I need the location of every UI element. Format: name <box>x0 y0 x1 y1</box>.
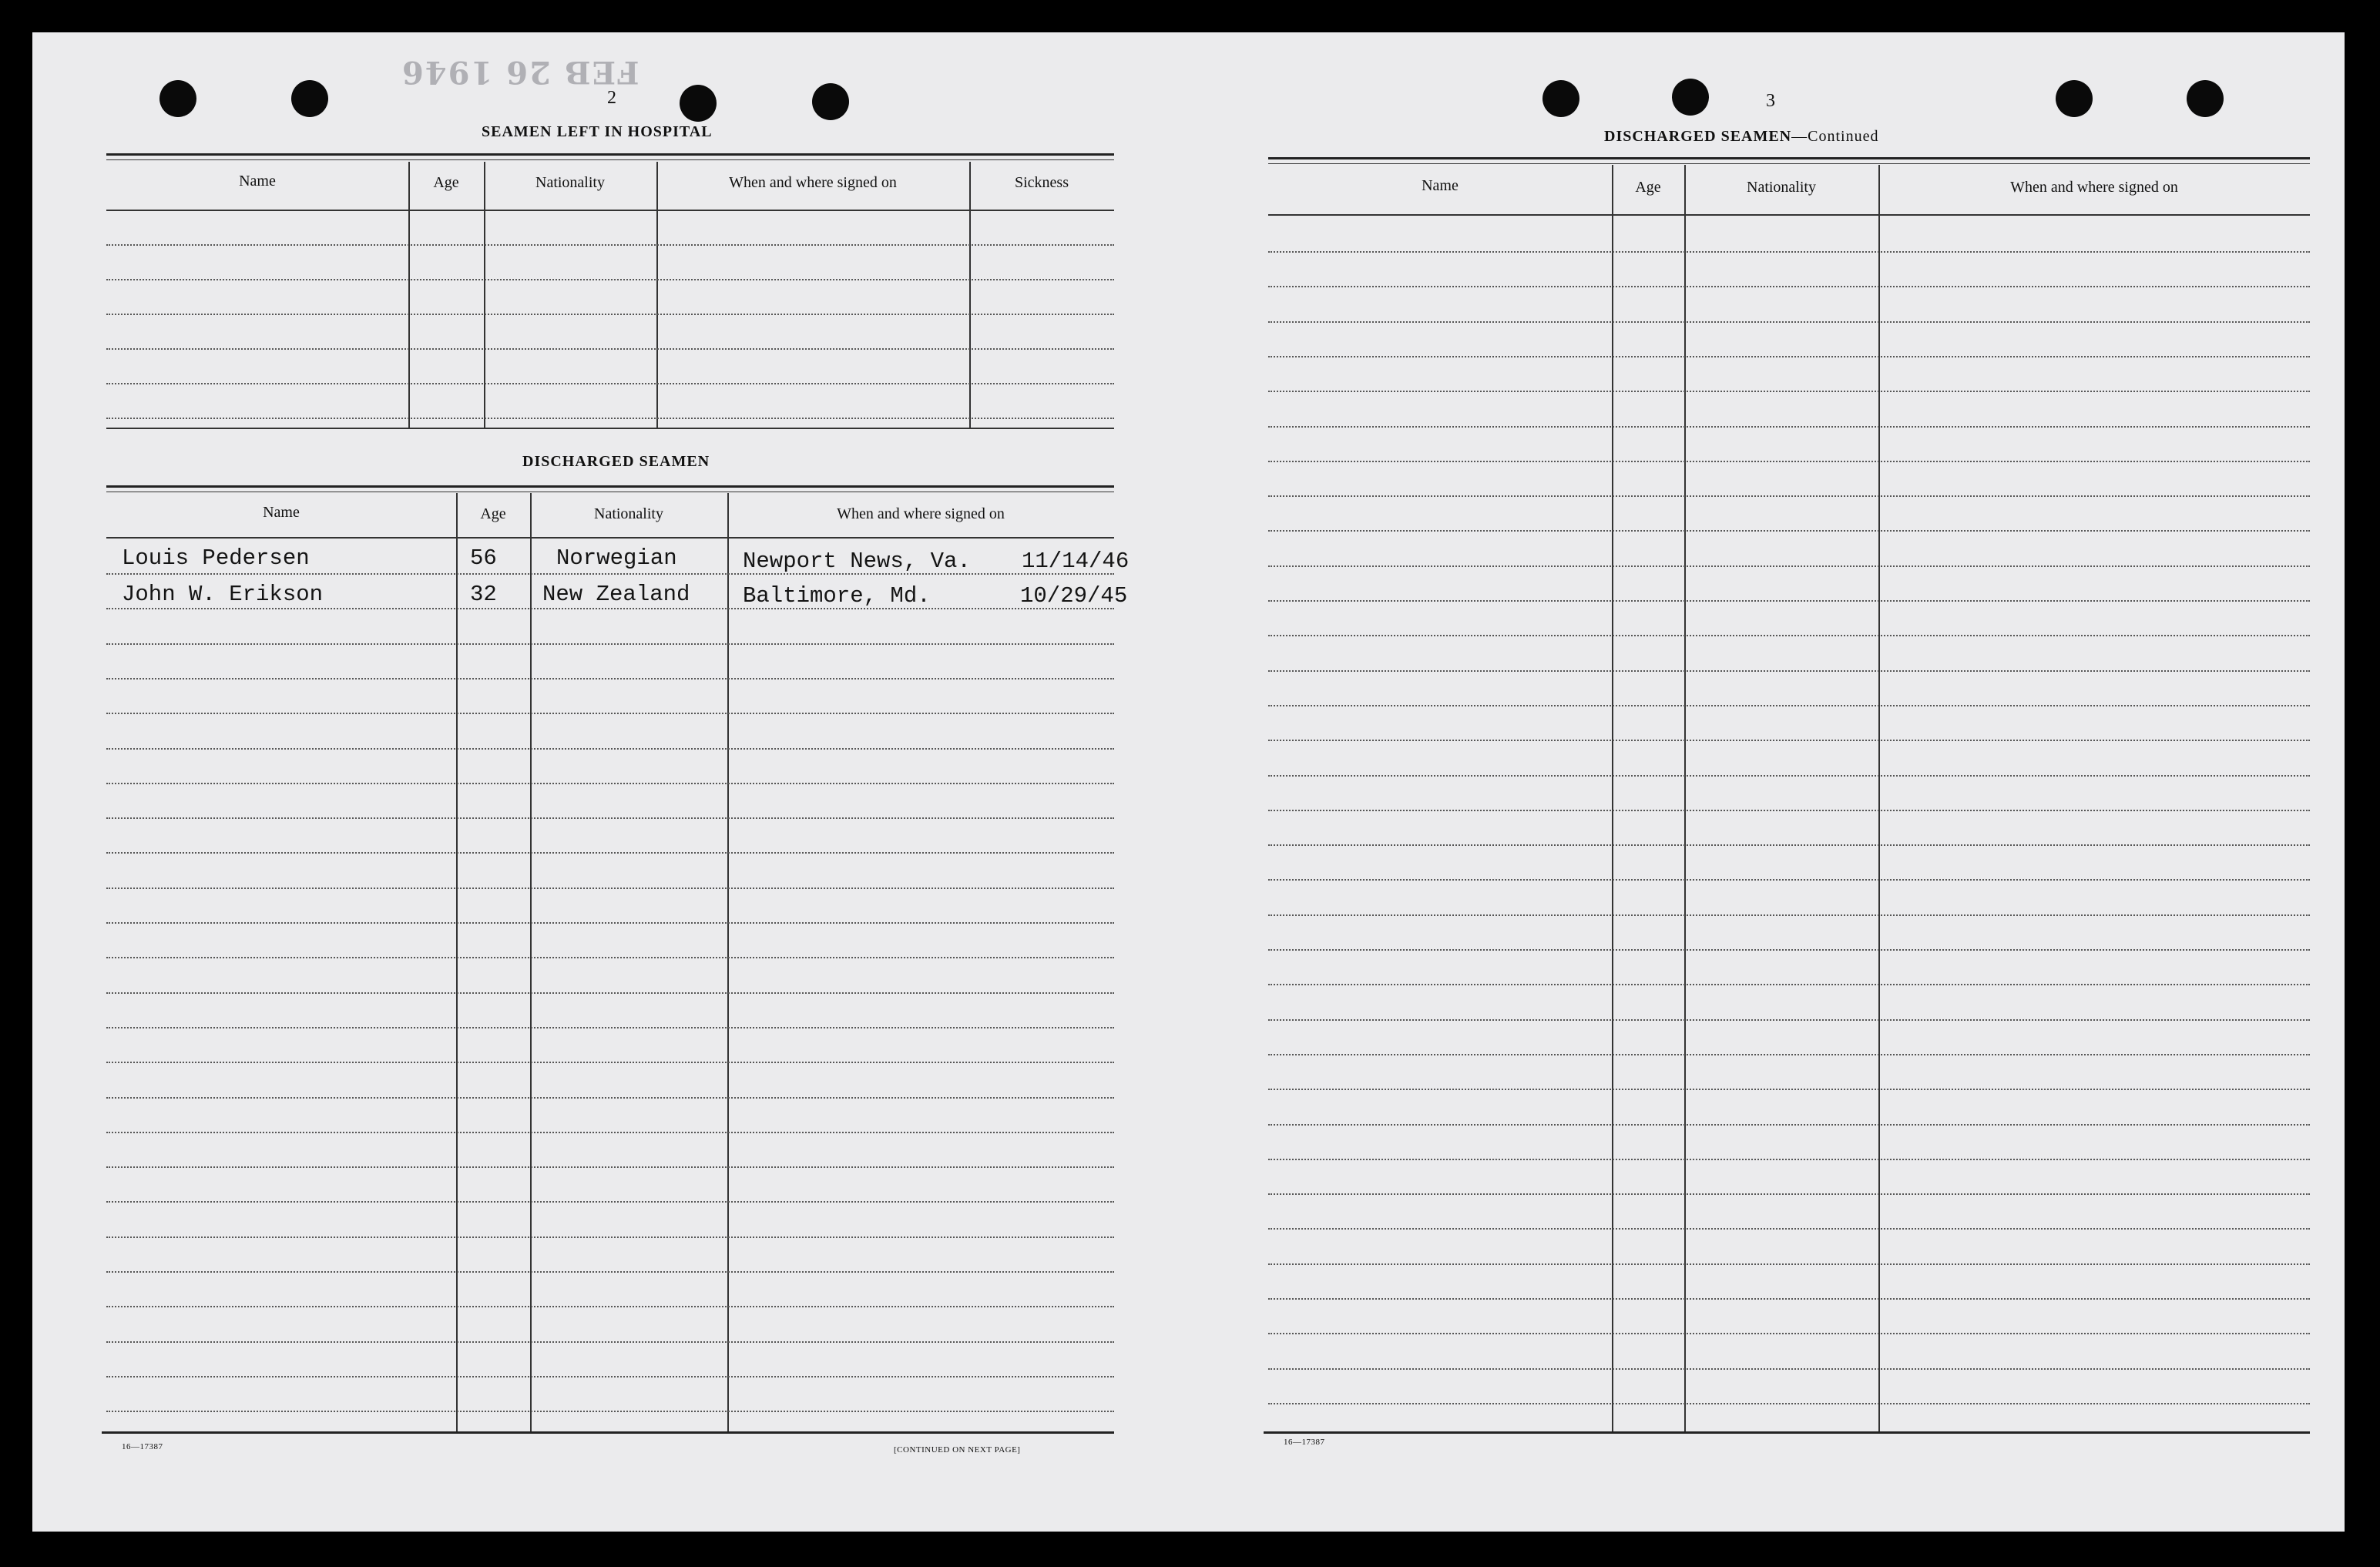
seaman-age: 56 <box>470 545 497 571</box>
row-rule <box>1268 949 2310 951</box>
discharged-header-nationality: Nationality <box>594 505 663 522</box>
row-rule <box>106 678 1114 679</box>
date-stamp: FEB 26 1946 <box>401 54 639 90</box>
row-rule <box>1268 1193 2310 1195</box>
row-rule <box>1268 461 2310 462</box>
row-rule <box>1268 670 2310 672</box>
discharged-header-age: Age <box>480 505 506 522</box>
row-rule <box>106 1306 1114 1307</box>
hospital-header-sickness: Sickness <box>1015 174 1069 191</box>
row-rule <box>1268 1089 2310 1090</box>
row-rule <box>1268 356 2310 357</box>
row-rule <box>1268 286 2310 287</box>
form-number: 16—17387 <box>1284 1438 1325 1447</box>
row-rule <box>1268 530 2310 532</box>
row-rule <box>1268 1228 2310 1230</box>
row-rule <box>106 1376 1114 1377</box>
discharged-header-name: Name <box>263 504 300 521</box>
row-rule <box>1268 495 2310 497</box>
seaman-nationality: Norwegian <box>556 545 677 571</box>
page-number: 3 <box>1766 91 1775 111</box>
seaman-name: John W. Erikson <box>122 582 324 607</box>
punch-hole <box>812 83 849 120</box>
row-rule <box>1268 1368 2310 1370</box>
right-header-nationality: Nationality <box>1747 179 1816 196</box>
row-rule <box>1268 1298 2310 1300</box>
right-header-age: Age <box>1635 179 1661 196</box>
seaman-name: Louis Pedersen <box>122 545 310 571</box>
seaman-signed-date: 10/29/45 <box>1020 583 1128 609</box>
row-rule <box>106 888 1114 889</box>
row-rule <box>106 1062 1114 1063</box>
row-rule <box>1268 426 2310 428</box>
row-rule <box>1268 984 2310 985</box>
row-rule <box>106 713 1114 714</box>
seaman-age: 32 <box>470 582 497 607</box>
hospital-header-age: Age <box>433 174 459 191</box>
punch-hole <box>2056 80 2093 117</box>
row-rule <box>1268 565 2310 567</box>
row-rule <box>1268 1054 2310 1055</box>
punch-hole <box>1672 79 1709 116</box>
row-rule <box>1268 1124 2310 1126</box>
seaman-signed-place: Baltimore, Md. <box>743 583 931 609</box>
row-rule <box>1268 879 2310 881</box>
hospital-header-nationality: Nationality <box>535 174 605 191</box>
right-header-signed-on: When and where signed on <box>2010 179 2178 196</box>
row-rule <box>106 1166 1114 1168</box>
row-rule <box>106 852 1114 854</box>
row-rule <box>1268 1263 2310 1265</box>
row-rule <box>106 992 1114 994</box>
seaman-signed-date: 11/14/46 <box>1022 549 1130 574</box>
row-rule <box>106 1027 1114 1028</box>
row-rule <box>106 1341 1114 1343</box>
punch-hole <box>1542 80 1579 117</box>
row-rule <box>1268 844 2310 846</box>
row-rule <box>106 817 1114 819</box>
row-rule <box>1268 635 2310 636</box>
row-rule <box>106 748 1114 750</box>
punch-hole <box>2187 80 2224 117</box>
page-number: 2 <box>607 88 616 108</box>
row-rule <box>106 643 1114 645</box>
row-rule <box>106 1132 1114 1133</box>
punch-hole <box>680 85 717 122</box>
seaman-nationality: New Zealand <box>542 582 690 607</box>
row-rule <box>106 608 1114 609</box>
row-rule <box>106 1236 1114 1238</box>
row-rule <box>1268 251 2310 253</box>
row-rule <box>1268 705 2310 706</box>
row-rule <box>1268 600 2310 602</box>
row-rule <box>1268 391 2310 392</box>
row-rule <box>1268 740 2310 741</box>
discharged-header-signed-on: When and where signed on <box>837 505 1005 522</box>
row-rule <box>1268 321 2310 323</box>
row-rule <box>1268 1403 2310 1404</box>
continued-note: [CONTINUED ON NEXT PAGE] <box>894 1445 1021 1455</box>
seaman-signed-place: Newport News, Va. <box>743 549 971 574</box>
row-rule <box>1268 1159 2310 1160</box>
row-rule <box>106 1271 1114 1273</box>
punch-hole <box>159 80 196 117</box>
form-number: 16—17387 <box>122 1442 163 1451</box>
row-rule <box>1268 810 2310 811</box>
discharged-continued-title-suffix: —Continued <box>1791 128 1879 145</box>
row-rule <box>106 1201 1114 1203</box>
row-rule <box>1268 914 2310 916</box>
discharged-continued-title <box>1604 128 1879 146</box>
row-rule <box>1268 775 2310 777</box>
hospital-section-title: SEAMEN LEFT IN HOSPITAL <box>482 123 713 140</box>
punch-hole <box>291 80 328 117</box>
row-rule <box>106 1411 1114 1412</box>
row-rule <box>106 783 1114 784</box>
row-rule <box>106 922 1114 924</box>
document-page <box>32 32 2345 1532</box>
row-rule <box>1268 1333 2310 1334</box>
discharged-continued-title-main: DISCHARGED SEAMEN <box>1604 128 1792 145</box>
hospital-header-name: Name <box>239 173 276 190</box>
row-rule <box>1268 1019 2310 1021</box>
row-rule <box>106 957 1114 958</box>
right-header-name: Name <box>1422 177 1459 194</box>
discharged-section-title: DISCHARGED SEAMEN <box>522 453 710 470</box>
hospital-header-signed-on: When and where signed on <box>729 174 897 191</box>
row-rule <box>106 1097 1114 1099</box>
